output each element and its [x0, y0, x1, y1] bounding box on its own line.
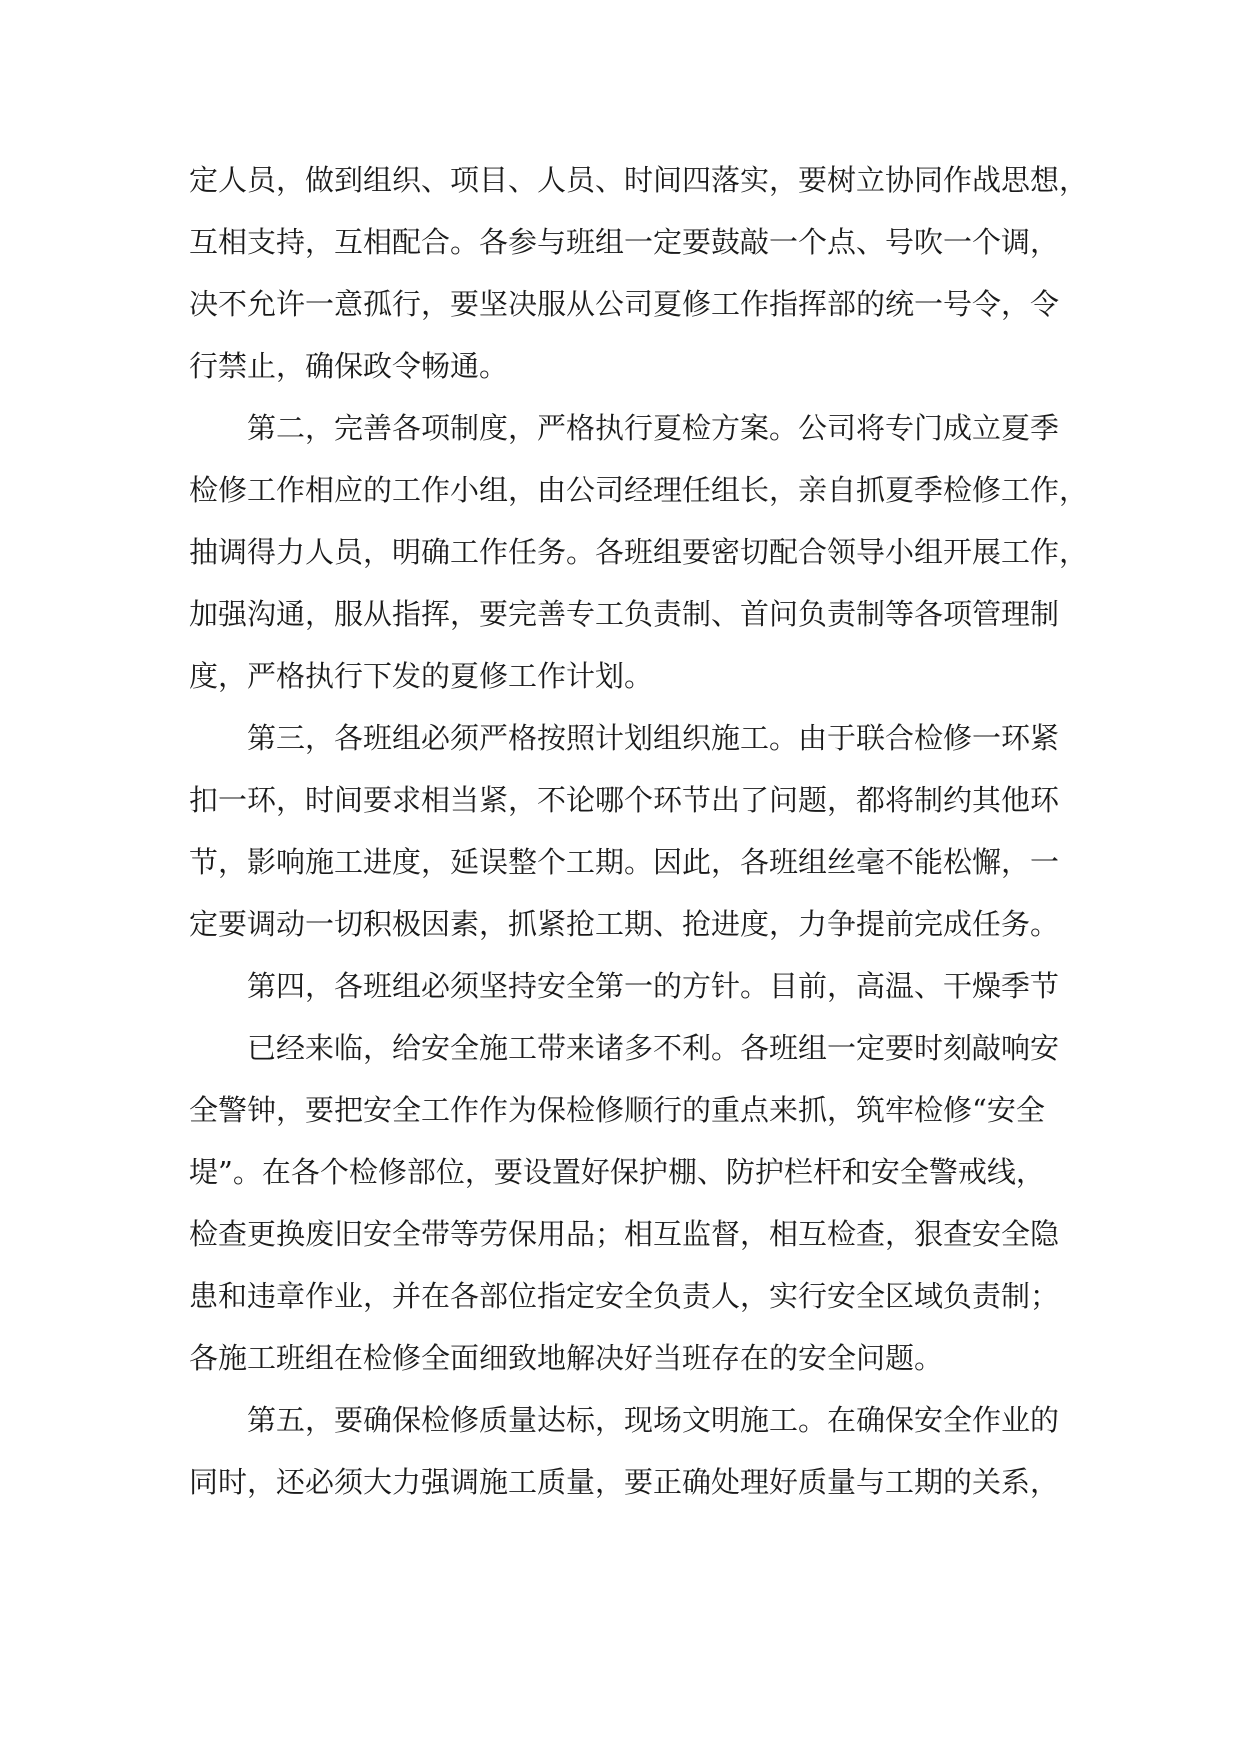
paragraph-start-line: 第五，要确保检修质量达标，现场文明施工。在确保安全作业的 — [247, 1403, 1060, 1437]
text-line: 定要调动一切积极因素，抓紧抢工期、抢进度，力争提前完成任务。 — [189, 907, 1060, 941]
text-line: 检查更换废旧安全带等劳保用品；相互监督，相互检查，狠查安全隐 — [189, 1217, 1060, 1251]
text-line: 全警钟，要把安全工作作为保检修顺行的重点来抓，筑牢检修“安全 — [189, 1093, 1045, 1127]
text-line: 抽调得力人员，明确工作任务。各班组要密切配合领导小组开展工作， — [189, 535, 1089, 569]
text-line: 同时，还必须大力强调施工质量，要正确处理好质量与工期的关系， — [189, 1465, 1060, 1499]
text-line: 已经来临，给安全施工带来诸多不利。各班组一定要时刻敲响安 — [247, 1031, 1060, 1065]
text-line: 患和违章作业，并在各部位指定安全负责人，实行安全区域负责制； — [189, 1279, 1060, 1313]
text-line: 堤”。在各个检修部位，要设置好保护棚、防护栏杆和安全警戒线， — [189, 1155, 1045, 1189]
paragraph-start-line: 第三，各班组必须严格按照计划组织施工。由于联合检修一环紧 — [247, 721, 1060, 755]
text-line: 互相支持，互相配合。各参与班组一定要鼓敲一个点、号吹一个调， — [189, 225, 1060, 259]
text-line: 度，严格执行下发的夏修工作计划。 — [189, 659, 654, 693]
paragraph-start-line: 第二，完善各项制度，严格执行夏检方案。公司将专门成立夏季 — [247, 411, 1060, 445]
text-line: 节，影响施工进度，延误整个工期。因此，各班组丝毫不能松懈，一 — [189, 845, 1060, 879]
text-line: 决不允许一意孤行，要坚决服从公司夏修工作指挥部的统一号令，令 — [189, 287, 1060, 321]
paragraph-start-line: 第四，各班组必须坚持安全第一的方针。目前，高温、干燥季节 — [247, 969, 1060, 1003]
text-line: 定人员，做到组织、项目、人员、时间四落实，要树立协同作战思想， — [189, 163, 1089, 197]
text-line: 扣一环，时间要求相当紧，不论哪个环节出了问题，都将制约其他环 — [189, 783, 1060, 817]
text-line: 各施工班组在检修全面细致地解决好当班存在的安全问题。 — [189, 1341, 944, 1375]
text-line: 行禁止，确保政令畅通。 — [189, 349, 509, 383]
text-line: 加强沟通，服从指挥，要完善专工负责制、首问负责制等各项管理制 — [189, 597, 1060, 631]
text-line: 检修工作相应的工作小组，由公司经理任组长，亲自抓夏季检修工作， — [189, 473, 1089, 507]
